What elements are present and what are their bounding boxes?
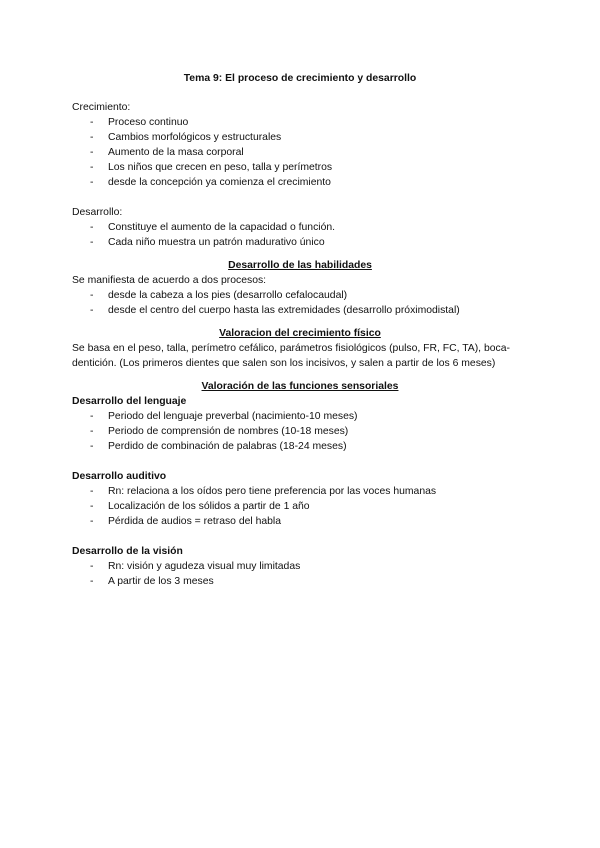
list-item: - Rn: relaciona a los oídos pero tiene preferencia por las voces humanas: [72, 484, 528, 499]
list-item: - Pérdida de audios = retraso del habla: [72, 514, 528, 529]
list-item: - desde el centro del cuerpo hasta las extremidades (desarrollo próximodistal): [72, 303, 528, 318]
list-item: - Periodo de comprensión de nombres (10-18 meses): [72, 424, 528, 439]
list-item: - Periodo del lenguaje preverbal (nacimiento-10 meses): [72, 409, 528, 424]
list-item: - Constituye el aumento de la capacidad o función.: [72, 220, 528, 235]
valoracion-crecimiento-heading: Valoracion del crecimiento físico: [219, 328, 381, 339]
desarrollo-list: [72, 220, 528, 250]
auditivo-list: [72, 484, 528, 529]
list-item: - Perdido de combinación de palabras (18-24 meses): [72, 439, 528, 454]
crecimiento-heading: Crecimiento:: [72, 102, 131, 113]
list-item: - Cambios morfológicos y estructurales: [72, 130, 528, 145]
vision-heading: Desarrollo de la visión: [72, 546, 183, 557]
vision-list: [72, 559, 528, 589]
list-item: - Cada niño muestra un patrón madurativo único: [72, 235, 528, 250]
list-item: - desde la cabeza a los pies (desarrollo cefalocaudal): [72, 288, 528, 303]
lenguaje-heading: Desarrollo del lenguaje: [72, 396, 187, 407]
list-item: - Rn: visión y agudeza visual muy limitadas: [72, 559, 528, 574]
habilidades-heading: Desarrollo de las habilidades: [228, 260, 372, 271]
funciones-sensoriales-heading: Valoración de las funciones sensoriales: [201, 381, 399, 392]
auditivo-heading: Desarrollo auditivo: [72, 471, 167, 482]
document-body: [72, 71, 528, 589]
list-item: - desde la concepción ya comienza el crecimiento: [72, 175, 528, 190]
list-item: - Proceso continuo: [72, 115, 528, 130]
habilidades-list: [72, 288, 528, 318]
habilidades-intro: Se manifiesta de acuerdo a dos procesos:: [72, 275, 267, 286]
valoracion-crecimiento-text: Se basa en el peso, talla, perímetro cefálico, parámetros fisiológicos (pulso, FR, FC, TA), boca-dentición. (Los primeros dientes que salen son los incisivos, y salen a partir de los 6 meses): [72, 343, 510, 369]
lenguaje-list: [72, 409, 528, 454]
list-item: - A partir de los 3 meses: [72, 574, 528, 589]
list-item: - Aumento de la masa corporal: [72, 145, 528, 160]
desarrollo-heading: Desarrollo:: [72, 207, 123, 218]
list-item: - Los niños que crecen en peso, talla y perímetros: [72, 160, 528, 175]
document-title: Tema 9: El proceso de crecimiento y desarrollo: [183, 73, 417, 84]
crecimiento-list: [72, 115, 528, 190]
list-item: - Localización de los sólidos a partir de 1 año: [72, 499, 528, 514]
